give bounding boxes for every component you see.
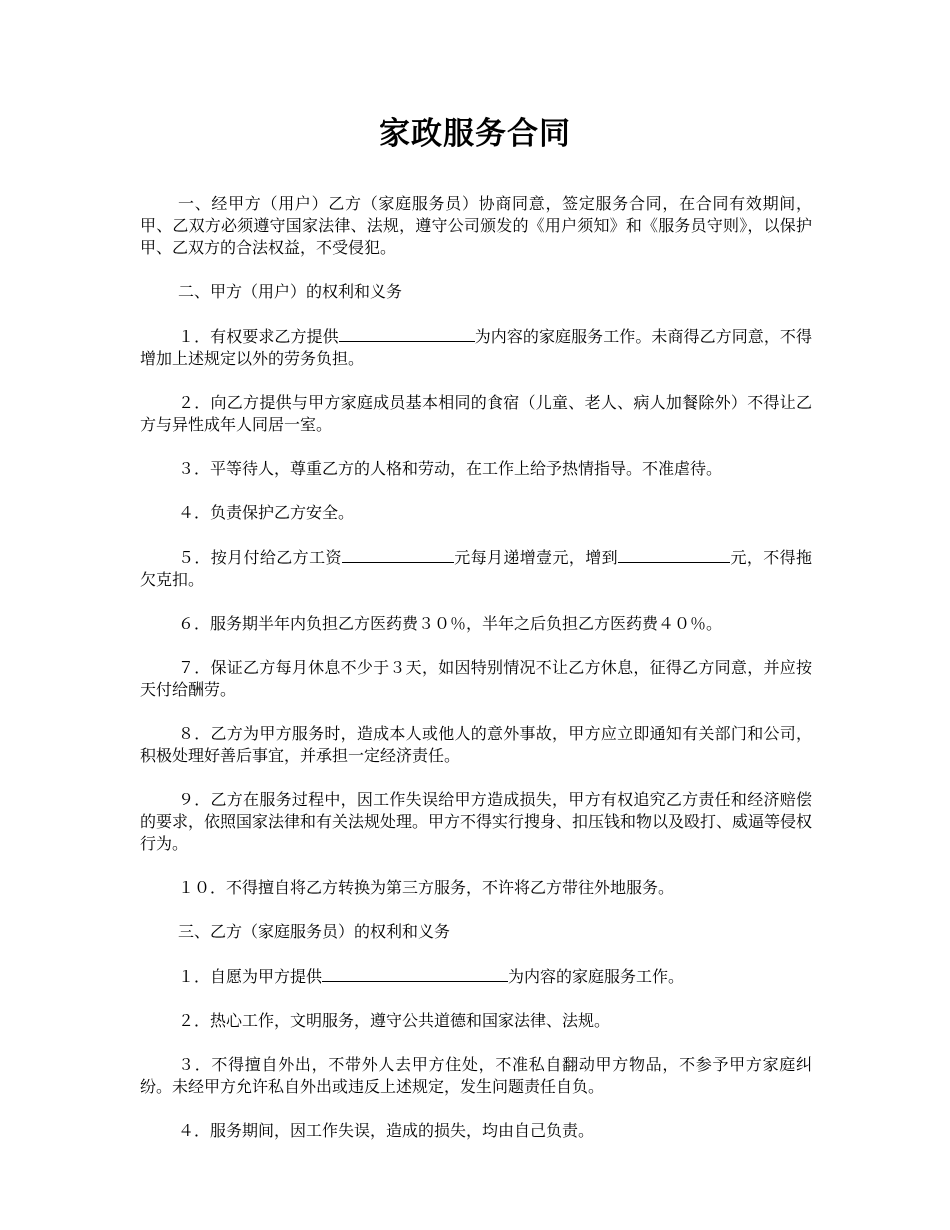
paragraph-b1 bbox=[140, 965, 812, 988]
paragraph-a9: ９．乙方在服务过程中，因工作失误给甲方造成损失，甲方有权追究乙方责任和经济赔偿的要求，依照国家法律和有关法规处理。甲方不得实行搜身、扣压钱和物以及殴打、威逼等侵权行为。 bbox=[140, 790, 813, 853]
section-heading-party-b: 三、乙方（家庭服务员）的权利和义务 bbox=[178, 922, 451, 941]
paragraph-b3: ３．不得擅自外出，不带外人去甲方住处，不准私自翻动甲方物品，不参予甲方家庭纠纷。未经甲方允许私自外出或违反上述规定，发生问题责任自负。 bbox=[140, 1055, 812, 1096]
paragraph-b2: ２．热心工作，文明服务，遵守公共道德和国家法律、法规。 bbox=[178, 1011, 611, 1030]
blank-max-salary-field[interactable] bbox=[618, 546, 730, 563]
paragraph-a10: １０．不得擅自将乙方转换为第三方服务，不许将乙方带往外地服务。 bbox=[178, 878, 675, 897]
paragraph-a5-text-before: ５．按月付给乙方工资 bbox=[178, 548, 342, 567]
paragraph-a1-text-after: 为内容的家庭服务工作。未商得乙方同意，不得增加上述规定以外的劳务负担。 bbox=[140, 327, 812, 368]
paragraph-b1-text-after: 为内容的家庭服务工作。 bbox=[508, 967, 685, 986]
blank-service-content-field[interactable] bbox=[339, 325, 475, 342]
paragraph-a5-text-middle: 元每月递增壹元，增到 bbox=[453, 548, 619, 567]
paragraph-a2: ２．向乙方提供与甲方家庭成员基本相同的食宿（儿童、老人、病人加餐除外）不得让乙方与异性成年人同居一室。 bbox=[140, 393, 812, 434]
paragraph-a5-text-after: 元，不得拖欠克扣。 bbox=[140, 548, 812, 589]
paragraph-a1 bbox=[140, 325, 812, 370]
paragraph-a6: ６．服务期半年内负担乙方医药费３０％，半年之后负担乙方医药费４０％。 bbox=[178, 614, 723, 633]
paragraph-a8: ８．乙方为甲方服务时，造成本人或他人的意外事故，甲方应立即通知有关部门和公司，积极处理好善后事宜，并承担一定经济责任。 bbox=[140, 724, 812, 765]
paragraph-b4: ４．服务期间，因工作失误，造成的损失，均由自己负责。 bbox=[178, 1121, 595, 1140]
blank-salary-field[interactable] bbox=[342, 546, 454, 563]
paragraph-preamble: 一、经甲方（用户）乙方（家庭服务员）协商同意，签定服务合同，在合同有效期间，甲、乙双方必须遵守国家法律、法规，遵守公司颁发的《用户须知》和《服务员守则》，以保护甲、乙双方的合法权益，不受侵犯。 bbox=[140, 194, 812, 257]
paragraph-b1-text-before: １．自愿为甲方提供 bbox=[178, 967, 323, 986]
paragraph-a1-text-before: １．有权要求乙方提供 bbox=[178, 327, 339, 346]
paragraph-a7: ７．保证乙方每月休息不少于３天，如因特别情况不让乙方休息，征得乙方同意，并应按天付给酬劳。 bbox=[140, 658, 812, 699]
blank-provided-service-field[interactable] bbox=[322, 965, 508, 982]
section-heading-party-a: 二、甲方（用户）的权利和义务 bbox=[178, 282, 403, 301]
paragraph-a5 bbox=[140, 546, 812, 591]
paragraph-a3: ３．平等待人，尊重乙方的人格和劳动，在工作上给予热情指导。不准虐待。 bbox=[178, 459, 723, 478]
document-title: 家政服务合同 bbox=[379, 116, 571, 152]
document-body bbox=[140, 193, 812, 1164]
paragraph-a4: ４．负责保护乙方安全。 bbox=[178, 503, 355, 522]
